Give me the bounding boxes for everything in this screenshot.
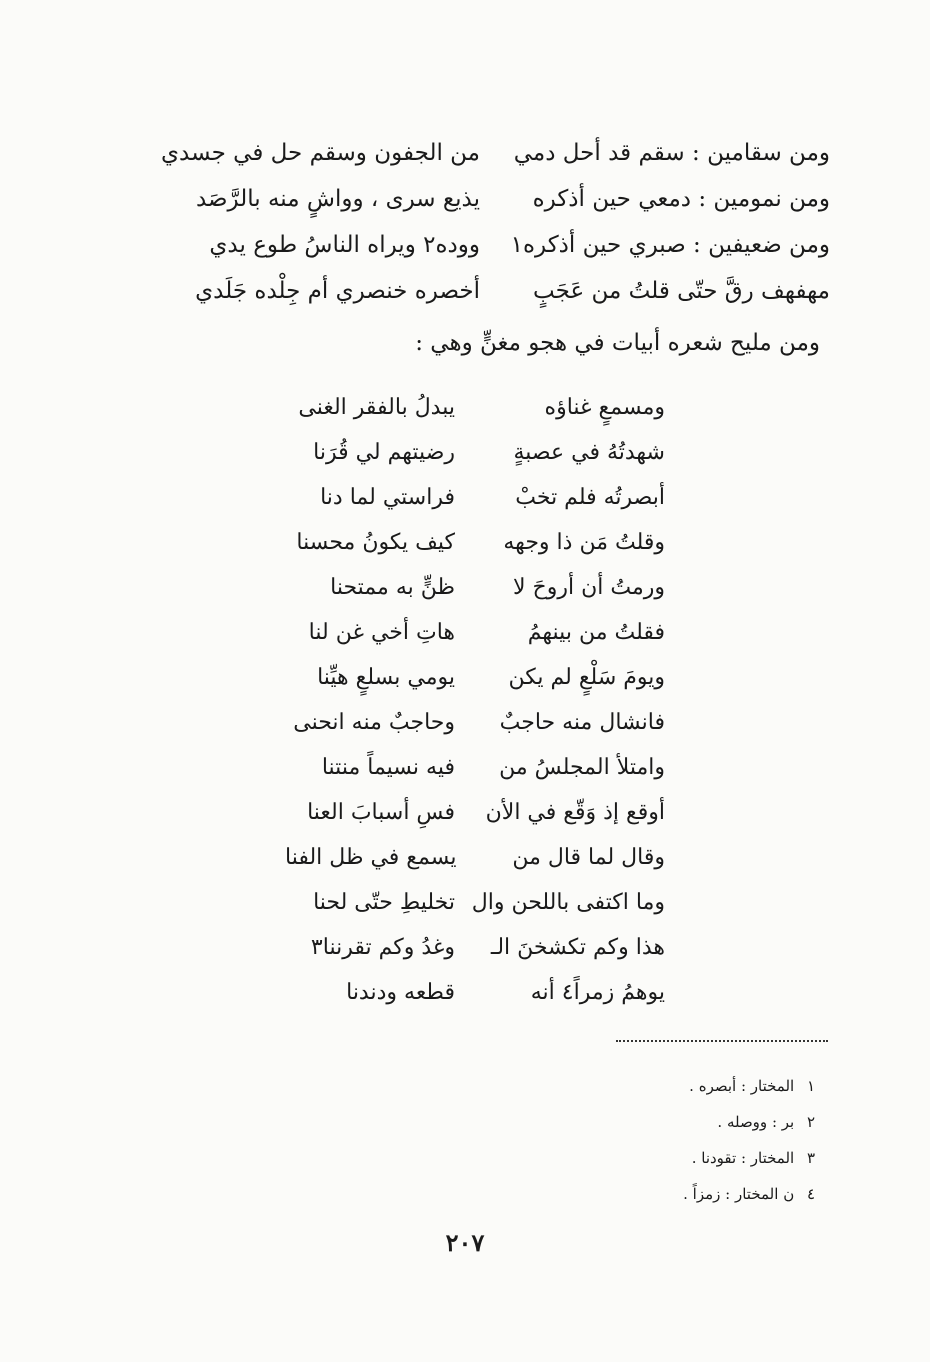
footnote-number: ١ bbox=[806, 1077, 815, 1095]
footnote-text: المختار : تقودنا . bbox=[691, 1149, 795, 1167]
second-hemistich: فراستي لما دنا bbox=[320, 485, 455, 510]
second-hemistich: فسِ أسبابَ العنا bbox=[307, 800, 455, 825]
second-hemistich: يومي بسلعٍ هيِّنا bbox=[317, 665, 455, 690]
footnote-text: بر : ووصله . bbox=[717, 1113, 795, 1131]
second-hemistich: يسمع في ظل الفنا bbox=[285, 845, 457, 870]
footnote bbox=[683, 1104, 815, 1140]
second-hemistich: أخصره خنصري أم جِلْده جَلَدي bbox=[195, 278, 480, 304]
second-hemistich: يذيع سرى ، وواشٍ منه بالرَّصَد bbox=[195, 186, 480, 212]
second-hemistich: من الجفون وسقم حل في جسدي bbox=[161, 140, 480, 166]
verse-line bbox=[285, 880, 665, 925]
footnote bbox=[683, 1140, 815, 1176]
verse-line bbox=[150, 176, 830, 222]
second-hemistich: قطعه ودندنا bbox=[346, 980, 455, 1005]
footnotes bbox=[683, 1068, 815, 1212]
footnote-number: ٣ bbox=[806, 1149, 815, 1167]
first-hemistich: فقلتُ من بينهمُ bbox=[527, 620, 665, 645]
first-hemistich: ورمتُ أن أروحَ لا bbox=[513, 575, 665, 600]
verse-line bbox=[285, 745, 665, 790]
second-hemistich: رضيتهم لي قُرَنا bbox=[313, 440, 455, 465]
top-stanza bbox=[150, 130, 830, 314]
verse-line bbox=[285, 385, 665, 430]
footnote bbox=[683, 1176, 815, 1212]
first-hemistich: وما اكتفى باللحن وال bbox=[471, 890, 665, 915]
verse-line bbox=[285, 790, 665, 835]
verse-line bbox=[285, 925, 665, 970]
footnote-number: ٤ bbox=[806, 1185, 815, 1203]
first-hemistich: وقال لما قال من bbox=[512, 845, 665, 870]
first-hemistich: فانشال منه حاجبٌ bbox=[499, 710, 665, 735]
verse-line bbox=[285, 700, 665, 745]
first-hemistich: هذا وكم تكشخنَ الـ bbox=[490, 935, 665, 960]
first-hemistich: ومن ضعيفين : صبري حين أذكره١ bbox=[510, 232, 830, 258]
first-hemistich: أوقع إذ وَقّع في الأن bbox=[485, 800, 665, 825]
second-hemistich: ظنٍّ به ممتحنا bbox=[330, 575, 455, 600]
second-hemistich: ووده٢ ويراه الناسُ طوع يدي bbox=[209, 232, 480, 258]
second-hemistich: يبدلُ بالفقر الغنى bbox=[298, 395, 455, 420]
verse-line bbox=[285, 565, 665, 610]
footnote-text: ن المختار : زمزاً . bbox=[683, 1185, 795, 1203]
verse-line bbox=[285, 835, 665, 880]
second-hemistich: هاتِ أخي غن لنا bbox=[308, 620, 455, 645]
verse-line bbox=[150, 222, 830, 268]
verse-line bbox=[285, 970, 665, 1015]
first-hemistich: ومن سقامين : سقم قد أحل دمي bbox=[513, 140, 830, 166]
first-hemistich: وامتلأ المجلسُ من bbox=[499, 755, 665, 780]
verse-line bbox=[285, 475, 665, 520]
footnote-text: المختار : أبصره . bbox=[689, 1077, 795, 1095]
verse-line bbox=[285, 610, 665, 655]
second-hemistich: كيف يكونُ محسنا bbox=[296, 530, 455, 555]
verse-line bbox=[285, 520, 665, 565]
footnote-divider bbox=[616, 1040, 828, 1042]
verse-line bbox=[150, 268, 830, 314]
footnote bbox=[683, 1068, 815, 1104]
main-stanza bbox=[285, 385, 665, 1015]
footnote-number: ٢ bbox=[806, 1113, 815, 1131]
first-hemistich: يوهمُ زمراً٤ أنه bbox=[530, 980, 665, 1005]
verse-line bbox=[285, 430, 665, 475]
verse-line bbox=[285, 655, 665, 700]
first-hemistich: ويومَ سَلْعٍ لم يكن bbox=[508, 665, 665, 690]
verse-line bbox=[150, 130, 830, 176]
first-hemistich: وقلتُ مَن ذا وجهه bbox=[503, 530, 665, 555]
page-number: ٢٠٧ bbox=[445, 1228, 485, 1257]
intro-line: ومن مليح شعره أبيات في هجو مغنٍّ وهي : bbox=[415, 330, 820, 356]
first-hemistich: ومن نمومين : دمعي حين أذكره bbox=[532, 186, 830, 212]
first-hemistich: أبصرتُه فلم تخبْ bbox=[515, 485, 665, 510]
first-hemistich: ومسمعٍ غناؤه bbox=[544, 395, 665, 420]
second-hemistich: فيه نسيماً منتنا bbox=[321, 755, 455, 780]
first-hemistich: شهدتُهُ في عصبةٍ bbox=[513, 440, 665, 465]
second-hemistich: وحاجبٌ منه انحنى bbox=[293, 710, 455, 735]
first-hemistich: مهفهف رقَّ حتّى قلتُ من عَجَبٍ bbox=[533, 278, 830, 304]
second-hemistich: تخليطِ حتّى لحنا bbox=[313, 890, 455, 915]
second-hemistich: وغدُ وكم تقرننا٣ bbox=[310, 935, 455, 960]
